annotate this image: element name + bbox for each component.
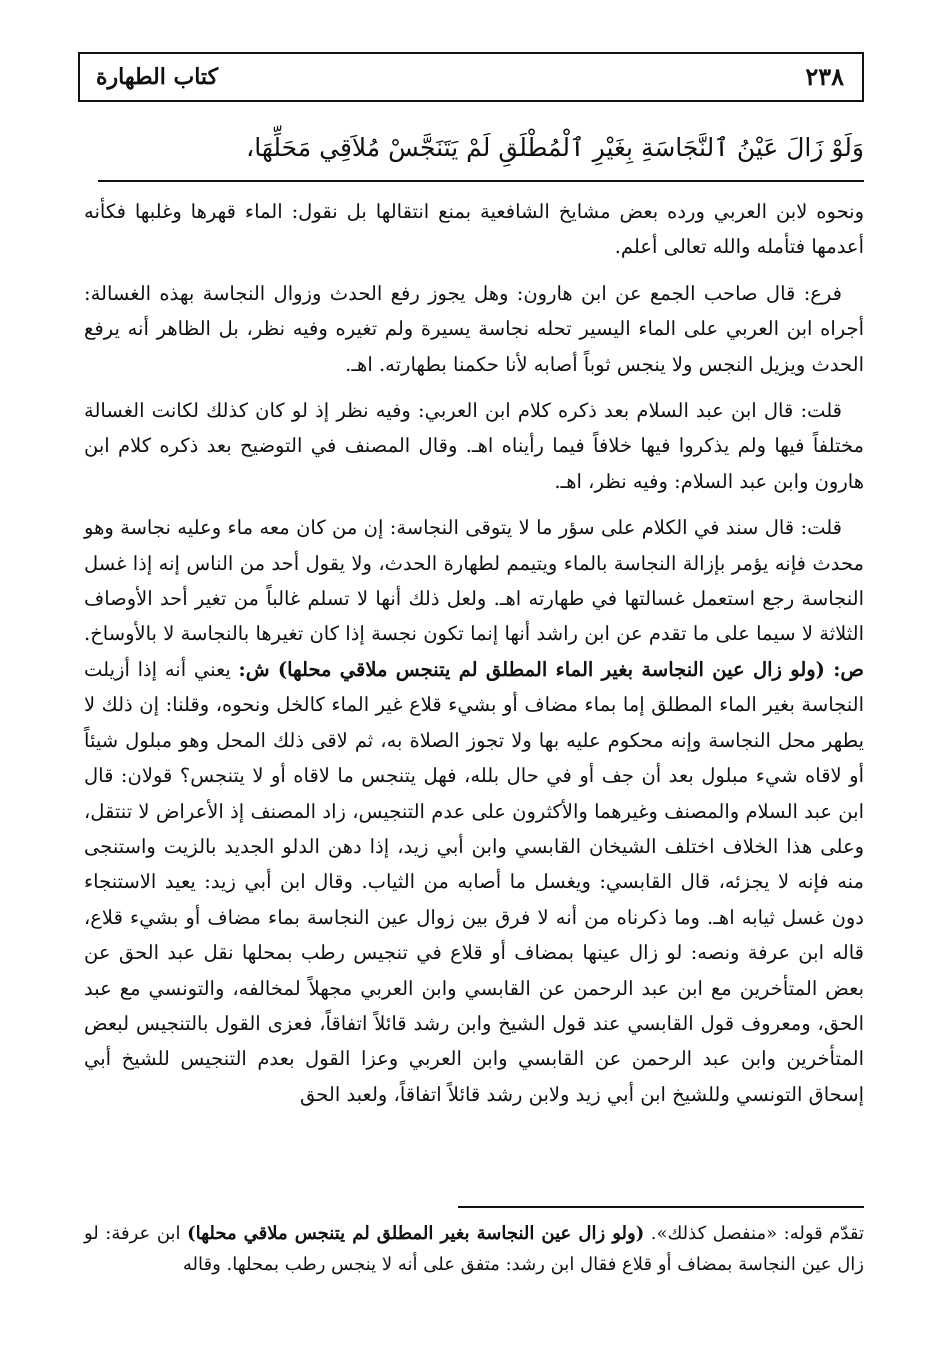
footnote-matn-quote: (ولو زال عين النجاسة بغير المطلق لم يتنجس ملاقي محلها)	[187, 1223, 645, 1244]
matn-divider	[98, 180, 864, 182]
footnote-intro: تقدّم قوله: «منفصل كذلك».	[650, 1223, 864, 1244]
footnote-text	[84, 1218, 864, 1280]
commentary-paragraph-4-intro: قلت: قال سند في الكلام على سؤر ما لا يتوقى النجاسة: إن من كان معه ماء وعليه نجاسة وهو محدث فإنه يؤمر بإزالة النجاسة بالماء ويتيمم لطهارة الحدث، ولا يقول أحد من الناس إنه إذا غسل النجاسة رجع استعمل غسالتها في طهارته اهـ. ولعل ذلك أنها لا تسلم غالباً من تغير أحد الأوصاف الثلاثة لا سيما على ما تقدم عن ابن راشد أنها إنما تكون نجسة إذا كان تغيرها بالنجاسة لا بالأوساخ.	[84, 516, 864, 646]
footnote-body: ابن عرفة: لو زال عين النجاسة بمضاف أو قلاع فقال ابن رشد: متفق على أنه لا ينجس رطب بمحلها. وقاله	[84, 1223, 864, 1275]
matn-text: وَلَوْ زَالَ عَيْنُ ٱلنَّجَاسَةِ بِغَيْرِ ٱلْمُطْلَقِ لَمْ يَتَنَجَّسْ مُلاَقِي مَحَلِّهَا،	[246, 133, 864, 162]
commentary-paragraph-2: فرع: قال صاحب الجمع عن ابن هارون: وهل يجوز رفع الحدث وزوال النجاسة بهذه الغسالة: أجراه ابن العربي على الماء اليسير تحله نجاسة يسيرة ولم تغيره وفيه نظر، بل الظاهر أنه يرفع الحدث ويزيل النجس ولا ينجس ثوباً أصابه لأنا حكمنا بطهارته. اهـ.	[84, 281, 864, 376]
footnote	[84, 1218, 864, 1280]
commentary-paragraph-4-body: يعني أنه إذا أزيلت النجاسة بغير الماء المطلق إما بماء مضاف أو بشيء قلاع غير الماء كالخل ونحوه، وقلنا: إن ذلك لا يطهر محل النجاسة وإنه محكوم عليه بها ولا تجوز الصلاة به، ثم لاقى ذلك المحل وهو مبلول شيئاً أو لاقاه شيء مبلول بعد أن جف أو في حال بلله، فهل يتنجس ما لاقاه أو لا يتنجس؟ قولان: قال ابن عبد السلام والمصنف وغيرهما والأكثرون على عدم التنجيس، زاد المصنف إذ الأعراض لا تنتقل، وعلى هذا الخلاف اختلف الشيخان القابسي وابن أبي زيد، إذا دهن الدلو الجديد بالزيت واستنجى منه فإنه لا يجزئه، قال القابسي: ويغسل ما أصابه من الثياب. وقال ابن أبي زيد: يعيد الاستنجاء دون غسل ثيابه اهـ. وما ذكرناه من أنه لا فرق بين زوال عين النجاسة بماء مضاف أو بشيء قلاع، قاله ابن عرفة ونصه: لو زال عينها بمضاف أو قلاع في تنجيس رطب بمحلها نقل عبد الحق عن بعض المتأخرين مع ابن عبد الرحمن عن القابسي وابن العربي مجهلاً لمخالفه، والتونسي مع عبد الحق، ومعروف قول القابسي عند قول الشيخ وابن رشد قائلاً اتفاقاً، فعزى القول بالتنجيس لبعض المتأخرين وابن عبد الرحمن عن القابسي وابن العربي وعزا القول بعدم التنجيس للشيخ أبي إسحاق التونسي وللشيخ ابن أبي زيد ولابن رشد قائلاً اتفاقاً، ولعبد الحق	[84, 657, 864, 1106]
commentary-paragraph-4	[84, 510, 864, 1112]
commentary-paragraph-3: قلت: قال ابن عبد السلام بعد ذكره كلام ابن العربي: وفيه نظر إذ لو كان كذلك لكانت الغسالة مختلفاً فيها ولم يذكروا فيها خلافاً فيما رأيناه اهـ. وقال المصنف في التوضيح بعد ذكره كلام ابن هارون وابن عبد السلام: وفيه نظر، اهـ.	[84, 399, 864, 493]
running-header	[78, 52, 864, 102]
matn-quote: ص: (ولو زال عين النجاسة بغير الماء المطلق لم يتنجس ملاقي محلها) ش:	[238, 657, 864, 681]
footnote-divider	[458, 1206, 864, 1208]
commentary-paragraph-1: ونحوه لابن العربي ورده بعض مشايخ الشافعية بمنع انتقالها بل نقول: الماء قهرها وغلبها فكأنه أعدمها فتأمله والله تعالى أعلم.	[84, 200, 864, 259]
commentary-body	[84, 194, 864, 1123]
book-page	[78, 52, 868, 1352]
book-title: كتاب الطهارة	[96, 64, 219, 90]
page-number: ٢٣٨	[805, 62, 844, 91]
